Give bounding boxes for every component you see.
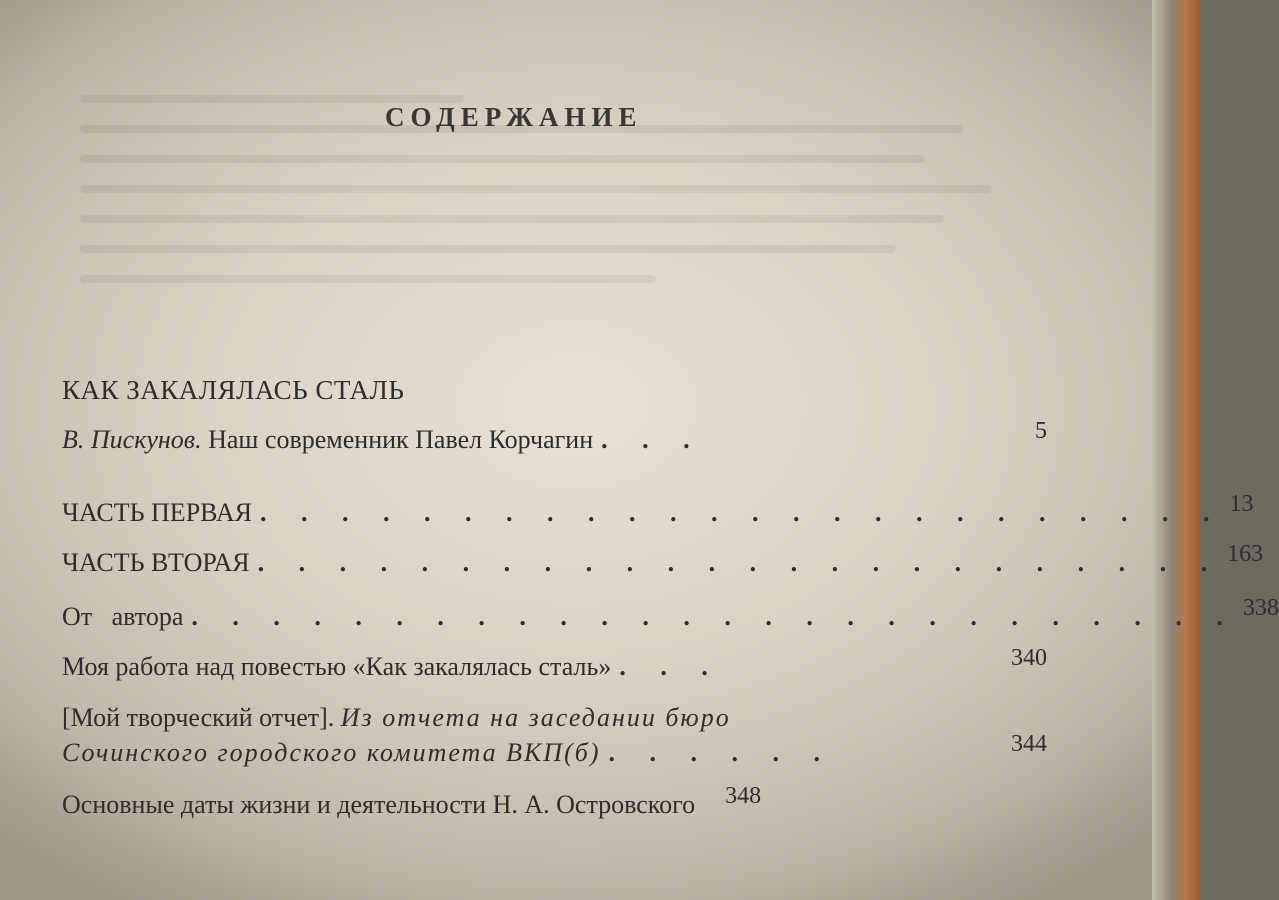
dot-leader: . . . . . . . . . . . . . . . . . . . . . . . .: [257, 548, 1222, 577]
toc-entry-subtitle: Сочинского городского комитета ВКП(б): [62, 738, 601, 767]
toc-entry-title: Наш современник Павел Корчагин: [208, 425, 594, 454]
toc-entry-part-two: [62, 541, 1264, 578]
toc-entry-introduction: [62, 418, 1047, 455]
toc-entry-text: [62, 703, 731, 733]
toc-entry-creative-report-continued: [62, 731, 1047, 768]
page-number: 5: [1035, 418, 1047, 444]
toc-entry-title: ЧАСТЬ ВТОРАЯ: [62, 548, 250, 577]
dot-leader: . . .: [601, 425, 704, 454]
page-number: 348: [725, 783, 762, 809]
page-number: 338: [1242, 595, 1279, 621]
page-number: 163: [1227, 541, 1264, 567]
page-number: 340: [1011, 645, 1047, 671]
toc-entry-title: Основные даты жизни и деятельности Н. А. Островского: [62, 790, 696, 819]
dot-leader: . . . . . . . . . . . . . . . . . . . . . . . . . .: [191, 602, 1237, 631]
toc-entry-author: В. Пискунов.: [62, 425, 202, 454]
contents-heading: СОДЕРЖАНИЕ: [385, 102, 643, 132]
page-number: 344: [1011, 731, 1047, 757]
toc-entry-subtitle: Из отчета на заседании бюро: [340, 703, 731, 732]
toc-entry-creative-report: [62, 703, 1047, 733]
toc-entry-title: От автора: [62, 602, 184, 631]
toc-entry-chronology: [62, 783, 1047, 820]
work-title: КАК ЗАКАЛЯЛАСЬ СТАЛЬ: [62, 375, 405, 405]
toc-entry-text: [62, 425, 593, 455]
toc-entry-from-author: [62, 595, 1279, 632]
toc-entry-title: [Мой творческий отчет].: [62, 703, 335, 732]
toc-entry-my-work: [62, 645, 1047, 682]
toc-entry-part-one: [62, 491, 1254, 528]
dot-leader: . . . . . .: [608, 738, 834, 767]
dot-leader: . . . . . . . . . . . . . . . . . . . . . . . .: [259, 498, 1224, 527]
toc-entry-title: ЧАСТЬ ПЕРВАЯ: [62, 498, 252, 527]
toc-entry-title: Моя работа над повестью «Как закалялась сталь»: [62, 652, 612, 681]
book-spine-edge: [1152, 0, 1200, 900]
dot-leader: . . .: [619, 652, 722, 681]
page-number: 13: [1229, 491, 1254, 517]
